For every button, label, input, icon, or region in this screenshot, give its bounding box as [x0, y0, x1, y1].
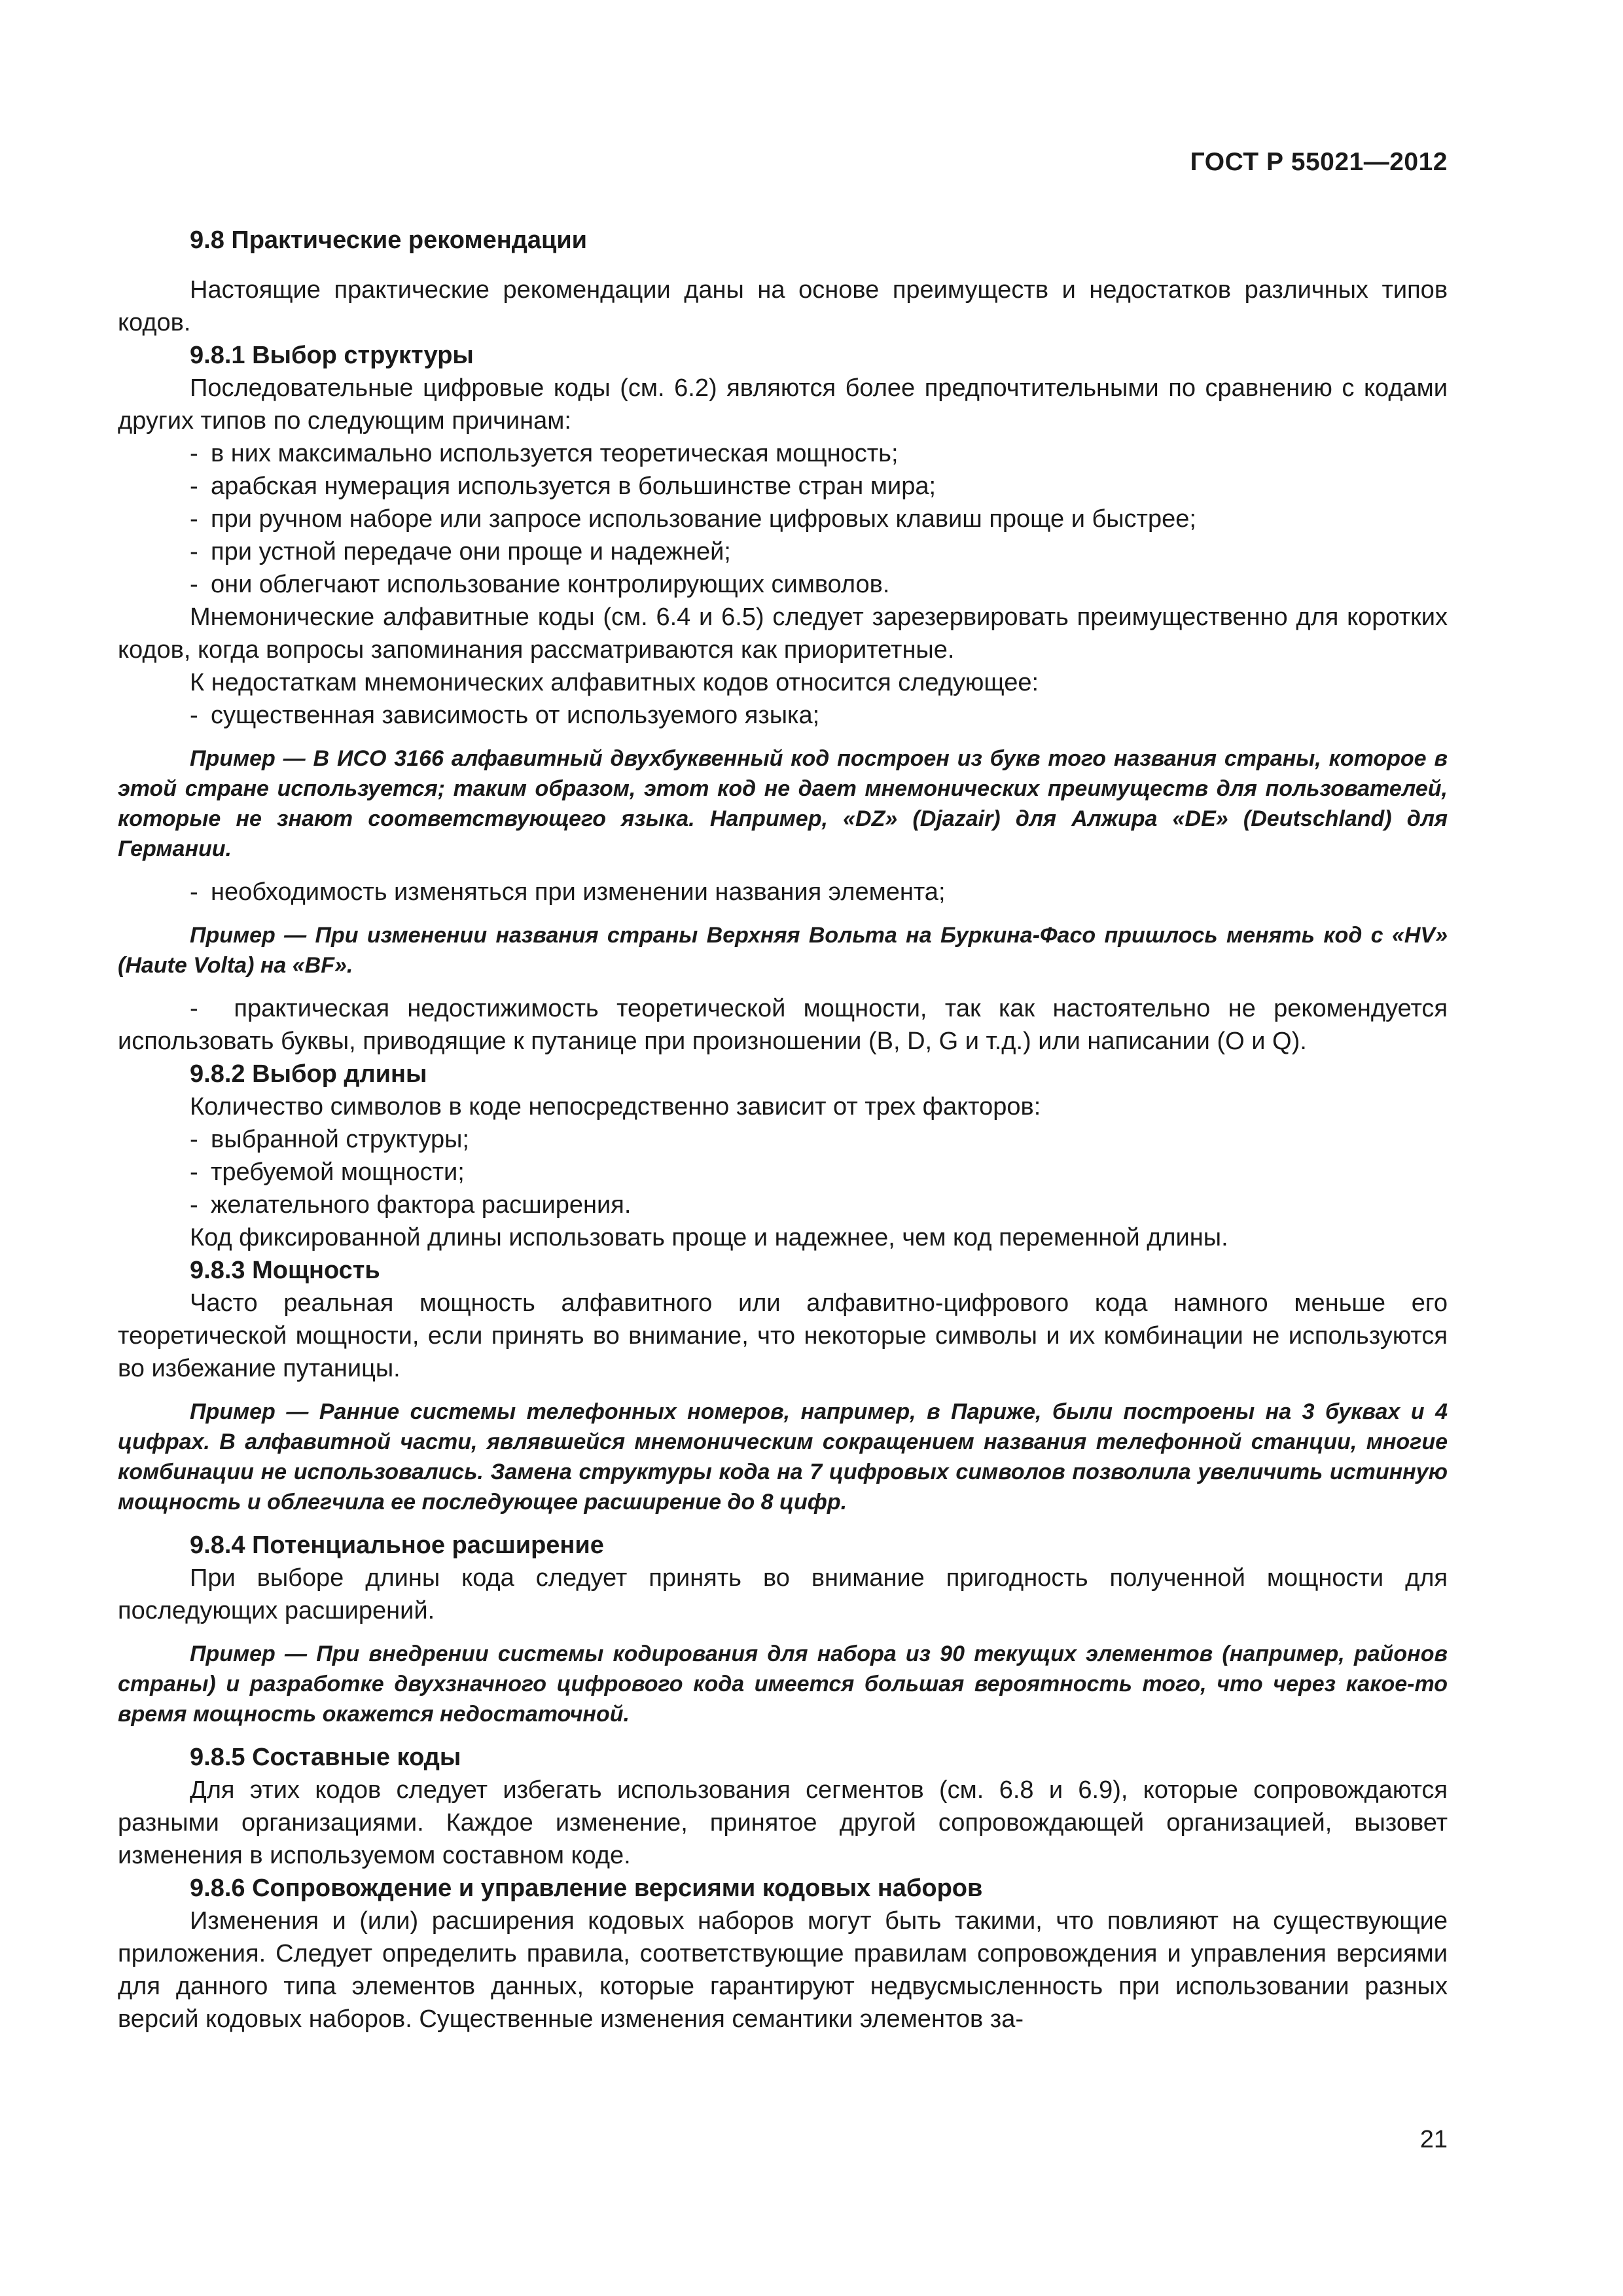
- list-item-text: желательного фактора расширения.: [211, 1191, 632, 1219]
- list-item: [118, 535, 1448, 568]
- list-item-text: необходимость изменяться при изменении названия элемента;: [211, 878, 946, 906]
- paragraph: Мнемонические алфавитные коды (см. 6.4 и 6.5) следует зарезервировать преимущественно для коротких кодов, когда вопросы запоминания рассматриваются как приоритетные.: [118, 603, 1448, 664]
- document-header: ГОСТ Р 55021—2012: [1190, 148, 1448, 176]
- list-item-text: при ручном наборе или запросе использование цифровых клавиш проще и быстрее;: [211, 505, 1196, 533]
- section-heading-9-8-4: 9.8.4 Потенциальное расширение: [190, 1532, 604, 1559]
- paragraph: Настоящие практические рекомендации даны на основе преимуществ и недостатков различных типов кодов.: [118, 276, 1448, 336]
- paragraph: Код фиксированной длины использовать проще и надежнее, чем код переменной длины.: [190, 1224, 1228, 1251]
- list-item-text: выбранной структуры;: [211, 1126, 469, 1153]
- list-item-text: требуемой мощности;: [211, 1158, 465, 1186]
- list-dash: -: [190, 1126, 198, 1153]
- paragraph: Для этих кодов следует избегать использования сегментов (см. 6.8 и 6.9), которые сопровождаются разными организациями. Каждое изменение, принятое другой сопровождающей организацией, вызовет изменения в используемом составном коде.: [118, 1776, 1448, 1869]
- section-heading-9-8-1: 9.8.1 Выбор структуры: [190, 342, 474, 369]
- example-note: Пример — В ИСО 3166 алфавитный двухбуквенный код построен из букв того названия страны, которое в этой стране используется; таким образом, этот код не дает мнемонических преимуществ для пользователей, которые не знают соответствующего языка. Например, «DZ» (Djazair) для Алжира «DE» (Deutschland) для Германии.: [118, 746, 1448, 861]
- list-item: [118, 699, 1448, 732]
- list-item-text: практическая недостижимость теоретической мощности, так как настоятельно не рекомендуется использовать буквы, приводящие к путанице при произношении (B, D, G и т.д.) или написании (O и Q).: [118, 995, 1448, 1055]
- paragraph: Изменения и (или) расширения кодовых наборов могут быть такими, что повлияют на существующие приложения. Следует определить правила, соответствующие правилам сопровождения и управления версиями для данного типа элементов данных, которые гарантируют недвусмысленность при использовании разных версий кодовых наборов. Существенные изменения семантики элементов за-: [118, 1907, 1448, 2033]
- paragraph: При выборе длины кода следует принять во внимание пригодность полученной мощности для последующих расширений.: [118, 1564, 1448, 1624]
- list-item-text: в них максимально используется теоретическая мощность;: [211, 440, 899, 467]
- list-item: [118, 1189, 1448, 1221]
- example-note: Пример — При изменении названия страны Верхняя Вольта на Буркина-Фасо пришлось менять код с «HV» (Haute Volta) на «BF».: [118, 923, 1448, 978]
- list-item: [118, 876, 1448, 908]
- paragraph: Часто реальная мощность алфавитного или алфавитно-цифрового кода намного меньше его теоретической мощности, если принять во внимание, что некоторые символы и их комбинации не используются во избежание путаницы.: [118, 1289, 1448, 1382]
- list-dash: -: [190, 1191, 198, 1219]
- list-item: [118, 437, 1448, 470]
- paragraph: Последовательные цифровые коды (см. 6.2) являются более предпочтительными по сравнению с кодами других типов по следующим причинам:: [118, 374, 1448, 435]
- list-item-text: существенная зависимость от используемого языка;: [211, 702, 820, 729]
- list-item: [118, 1123, 1448, 1156]
- list-item-text: они облегчают использование контролирующих символов.: [211, 571, 890, 598]
- list-dash: -: [190, 995, 234, 1022]
- list-item: [118, 470, 1448, 503]
- example-note: Пример — Ранние системы телефонных номеров, например, в Париже, были построены на 3 буквах и 4 цифрах. В алфавитной части, являвшейся мнемоническим сокращением названия телефонной станции, многие комбинации не использовались. Замена структуры кода на 7 цифровых символов позволила увеличить истинную мощность и облегчила ее последующее расширение до 8 цифр.: [118, 1399, 1448, 1515]
- list-item-text: арабская нумерация используется в большинстве стран мира;: [211, 473, 936, 500]
- list-dash: -: [190, 878, 198, 906]
- paragraph: К недостаткам мнемонических алфавитных кодов относится следующее:: [190, 669, 1039, 696]
- list-dash: -: [190, 440, 198, 467]
- section-heading-9-8-3: 9.8.3 Мощность: [190, 1257, 380, 1284]
- paragraph: Количество символов в коде непосредственно зависит от трех факторов:: [190, 1093, 1041, 1121]
- section-heading-9-8-6: 9.8.6 Сопровождение и управление версиями кодовых наборов: [190, 1874, 983, 1902]
- document-body: [118, 224, 1448, 2036]
- list-item-paragraph: [118, 992, 1448, 1058]
- list-item: [118, 568, 1448, 601]
- list-item: [118, 503, 1448, 535]
- list-dash: -: [190, 538, 198, 565]
- list-dash: -: [190, 505, 198, 533]
- page-number: 21: [1419, 2126, 1448, 2153]
- list-dash: -: [190, 702, 198, 729]
- section-heading-9-8-5: 9.8.5 Составные коды: [190, 1744, 461, 1771]
- list-dash: -: [190, 1158, 198, 1186]
- list-item-text: при устной передаче они проще и надежней;: [211, 538, 731, 565]
- list-dash: -: [190, 473, 198, 500]
- section-heading-9-8: 9.8 Практические рекомендации: [190, 226, 588, 254]
- list-dash: -: [190, 571, 198, 598]
- example-note: Пример — При внедрении системы кодирования для набора из 90 текущих элементов (например, районов страны) и разработке двухзначного цифрового кода имеется большая вероятность того, что через какое-то время мощность окажется недостаточной.: [118, 1641, 1448, 1727]
- section-heading-9-8-2: 9.8.2 Выбор длины: [190, 1060, 427, 1088]
- list-item: [118, 1156, 1448, 1189]
